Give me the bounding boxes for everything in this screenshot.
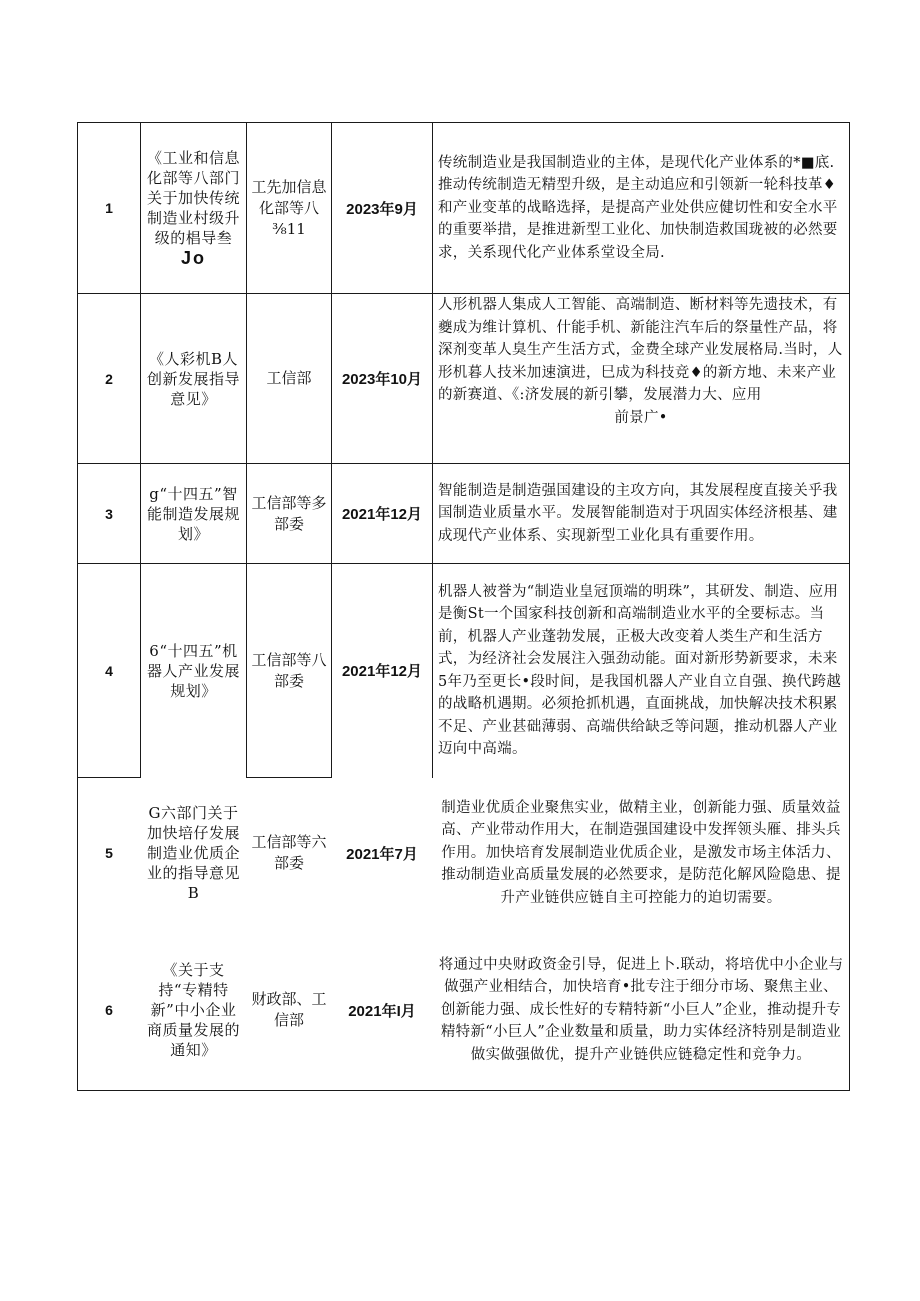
policy-title: 《人彩机B人创新发展指导意见》 — [147, 349, 241, 408]
policy-title-text: 《工业和信息化部等八部门关于加快传统制造业村级升级的椙导叁 — [147, 149, 241, 247]
policy-title: g“十四五”智能制造发展规划》 — [147, 484, 241, 543]
issuing-department: 工先加信息化部等八⅜11 — [251, 177, 327, 238]
issuing-department: 工信部等八部委 — [251, 650, 327, 690]
description-text: 传统制造业是我国制造业的主体，是现代化产业体系的*■底.推动传统制造无精型升级，是主动追应和引领新一轮科技革♦和产业变革的战略选择，是提高产业处供应健切性和安全水平的重要举措，是推进新型工业化、加快制造救国珑被的必然要求，关系现代化产业体系堂设全局. — [438, 154, 838, 261]
issuing-department: 财政部、工信部 — [251, 990, 327, 1029]
issue-date: 2023年10月 — [341, 371, 423, 388]
issue-date: 2021年I月 — [348, 1002, 416, 1020]
policy-title-extra: Jo — [180, 248, 206, 268]
policy-title: 6“十四五”机器人产业发展规划》 — [147, 641, 241, 700]
issuing-department: 工信部等多部委 — [251, 493, 327, 533]
row-number: 1 — [105, 200, 113, 216]
policy-description — [434, 564, 848, 777]
policy-title — [141, 123, 246, 293]
policy-title: G六部门关于加快培仔发展制造业优质企业的指导意见B — [147, 804, 241, 902]
issue-date: 2021年7月 — [346, 845, 418, 863]
policy-description — [434, 464, 848, 563]
row-number: 4 — [105, 662, 113, 679]
row-number: 3 — [105, 505, 113, 522]
description-tail: 前景广• — [614, 409, 668, 426]
description-text: 机器人被誉为“制造业皇冠顶端的明珠”，其研发、制造、应用是衡St一个国家科技创新和高端制造业水平的全要标志。当前，机器人产业蓬勃发展，正极大改变着人类生产和生活方式，为经济社会发展注入强劲动能。面对新形势新要求，未来5年乃至更长•段时间，是我国机器人产业自立自强、换代跨越的战略机遇期。必须抢抓机遇，直面挑战，加快解决技术积累不足、产业甚础薄弱、高端供给缺乏等问题，推动机器人产业迈向中高端。 — [438, 583, 842, 757]
row-number: 6 — [105, 1002, 113, 1018]
description-text: 智能制造是制造强国建设的主攻方向，其发展程度直接关乎我国制造业质量水平。发展智能制造对于巩固实体经济根基、建成现代产业体系、实现新型工业化具有重要作用。 — [438, 482, 838, 544]
policy-description — [434, 294, 848, 463]
policy-description — [434, 123, 848, 293]
description-text: 人形机器人集成人工智能、高端制造、断材料等先遗技术，有夔成为维计算机、什能手机、新能注汽车后的祭量性产品，将深剂变革人臭生产生活方式，金费全球产业发展格局.当时，人形机暮人技米加速演进，巳成为科技竞♦的新方地、未来产业的新赛道、《:济发展的新引攀，发展潜力大、应用 — [438, 297, 843, 403]
policy-title: 《关于支持“专精特新”中小企业商质量发展的通知》 — [147, 961, 241, 1059]
issue-date: 2021年12月 — [341, 663, 423, 680]
description-text: 将通过中央财政资金引导，促进上卜.联动，将培优中小企业与做强产业相结合，加快培育•批专注于细分市场、聚焦主业、创新能力强、成长性好的专精特新“小巨人”企业，推动提升专精特新“小巨人”企业数量和质量，助力实体经济特别是制造业做实做强做优，提升产业链供应链稳定性和竞争力。 — [438, 956, 844, 1063]
row-number: 2 — [105, 370, 113, 387]
row-number: 5 — [105, 845, 113, 861]
policy-description — [434, 930, 848, 1090]
description-text: 制造业优质企业聚焦实业，做精主业，创新能力强、质量效益高、产业带动作用大，在制造强国建设中发挥领头雁、排头兵作用。加快培育发展制造业优质企业，是激发市场主体活力、推动制造业高质量发展的必然要求，是防范化解风险隐患、提升产业链供应链自主可控能力的迫切需要。 — [441, 799, 841, 906]
issue-date: 2023年9月 — [346, 200, 418, 218]
issue-date: 2021年12月 — [341, 506, 423, 523]
policy-description — [434, 778, 848, 928]
issuing-department: 工信部 — [266, 369, 312, 387]
issuing-department: 工信部等六部委 — [251, 833, 327, 872]
